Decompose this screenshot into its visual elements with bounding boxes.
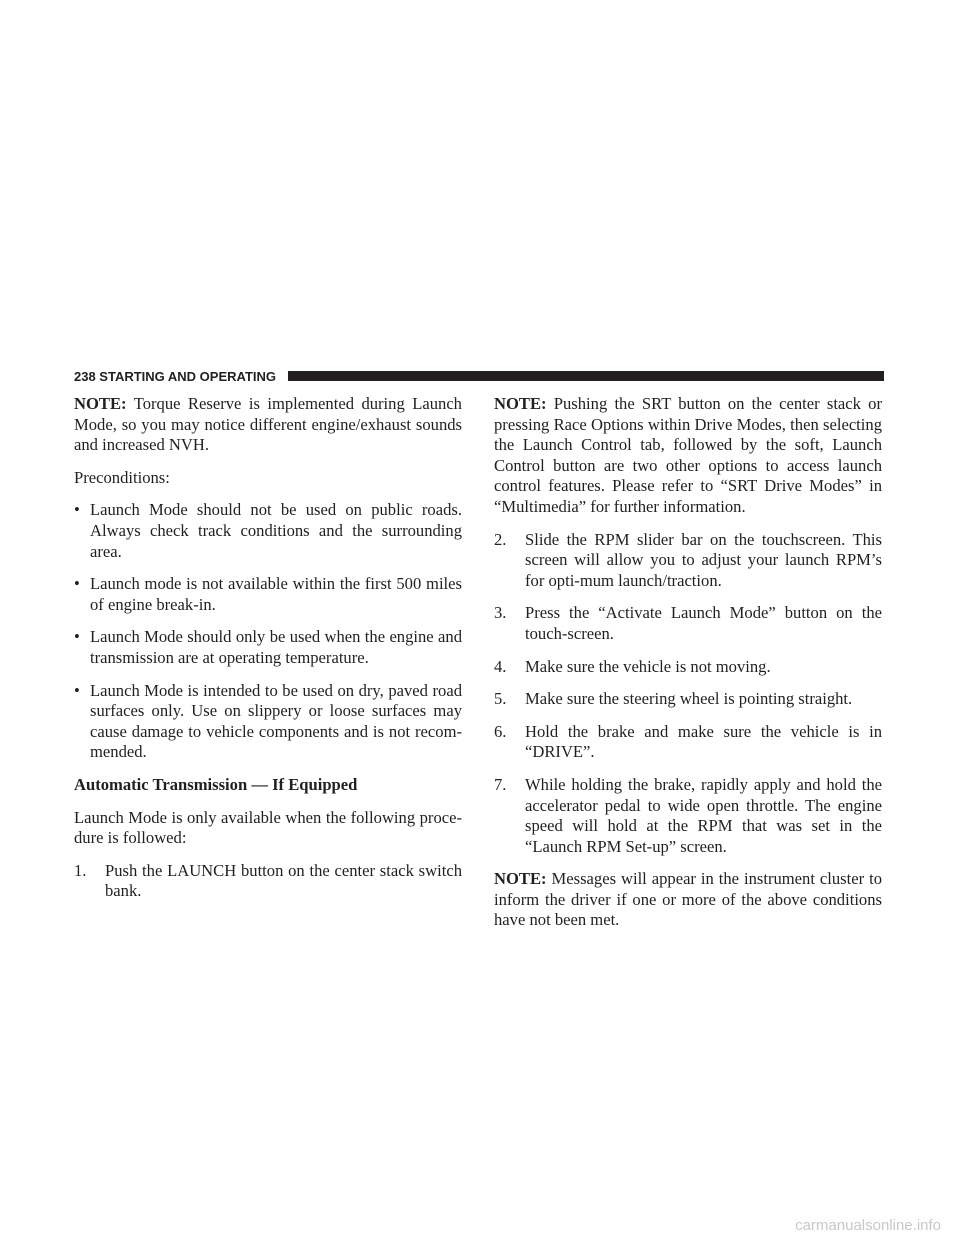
step-item — [494, 689, 882, 710]
page-header — [74, 370, 884, 384]
bullet-item — [74, 681, 462, 763]
step-number: 6. — [494, 721, 507, 741]
step-item — [494, 775, 882, 857]
note-text: Torque Reserve is implemented during Launch Mode, so you may notice different engine/exhaust sounds and increased NVH. — [74, 394, 462, 455]
step-item — [494, 603, 882, 644]
bullet-item — [74, 627, 462, 668]
step-text: While holding the brake, rapidly apply and hold the accelerator pedal to wide open throttle. The engine speed will hold at the RPM that was set in the “Launch RPM Set-up” screen. — [525, 774, 882, 856]
bullet-mark: • — [74, 680, 80, 700]
step-text: Push the LAUNCH button on the center stack switch bank. — [105, 860, 462, 901]
bullet-mark: • — [74, 574, 80, 594]
note-messages — [494, 869, 882, 931]
step-number: 2. — [494, 529, 507, 549]
step-text: Make sure the vehicle is not moving. — [525, 656, 771, 676]
bullet-text: Launch Mode should not be used on public roads. Always check track conditions and the surrounding area. — [90, 500, 462, 561]
section-heading: Automatic Transmission — If Equipped — [74, 774, 358, 794]
step-item — [494, 530, 882, 592]
step-number: 7. — [494, 774, 507, 794]
note-label: NOTE: — [494, 394, 547, 413]
header-rule — [288, 371, 884, 381]
note-label: NOTE: — [74, 394, 127, 413]
page-number-section: 238 STARTING AND OPERATING — [74, 369, 277, 384]
step-text: Make sure the steering wheel is pointing straight. — [525, 689, 853, 709]
step-text: Press the “Activate Launch Mode” button on the touch-screen. — [525, 603, 882, 643]
bullet-text: Launch Mode is intended to be used on dry, paved road surfaces only. Use on slippery or loose surfaces may cause damage to vehicle components and is not recom-mended. — [90, 680, 462, 762]
step-number: 1. — [74, 860, 87, 880]
note-label: NOTE: — [494, 869, 547, 889]
note-text: Pushing the SRT button on the center stack or pressing Race Options within Drive Modes, then selecting the Launch Control tab, followed by the soft, Launch Control button are two other options to access launch control features. Please refer to “SRT Drive Modes” in “Multimedia” for further information. — [494, 394, 882, 516]
step-number: 3. — [494, 603, 507, 623]
step-text: Hold the brake and make sure the vehicle is in “DRIVE”. — [525, 721, 882, 762]
preconditions-label: Preconditions: — [74, 467, 170, 487]
watermark: carmanualsonline.info — [795, 1217, 941, 1234]
bullet-mark: • — [74, 627, 80, 647]
bullet-item — [74, 500, 462, 562]
step-item — [494, 722, 882, 763]
procedure-intro: Launch Mode is only available when the following proce-dure is followed: — [74, 807, 462, 848]
step-item — [494, 657, 882, 678]
step-number: 5. — [494, 689, 507, 709]
right-column — [494, 394, 882, 943]
note-srt-button — [494, 394, 882, 518]
bullet-mark: • — [74, 500, 80, 520]
step-number: 4. — [494, 656, 507, 676]
step-item — [74, 861, 462, 902]
bullet-text: Launch mode is not available within the first 500 miles of engine break-in. — [90, 574, 462, 614]
step-text: Slide the RPM slider bar on the touchscreen. This screen will allow you to adjust your launch RPM’s for opti-mum launch/traction. — [525, 529, 882, 590]
note-text: Messages will appear in the instrument cluster to inform the driver if one or more of the above conditions have not been met. — [494, 869, 882, 930]
left-column — [74, 394, 462, 914]
bullet-item — [74, 574, 462, 615]
bullet-text: Launch Mode should only be used when the engine and transmission are at operating temperature. — [90, 627, 462, 667]
note-torque-reserve — [74, 394, 462, 456]
